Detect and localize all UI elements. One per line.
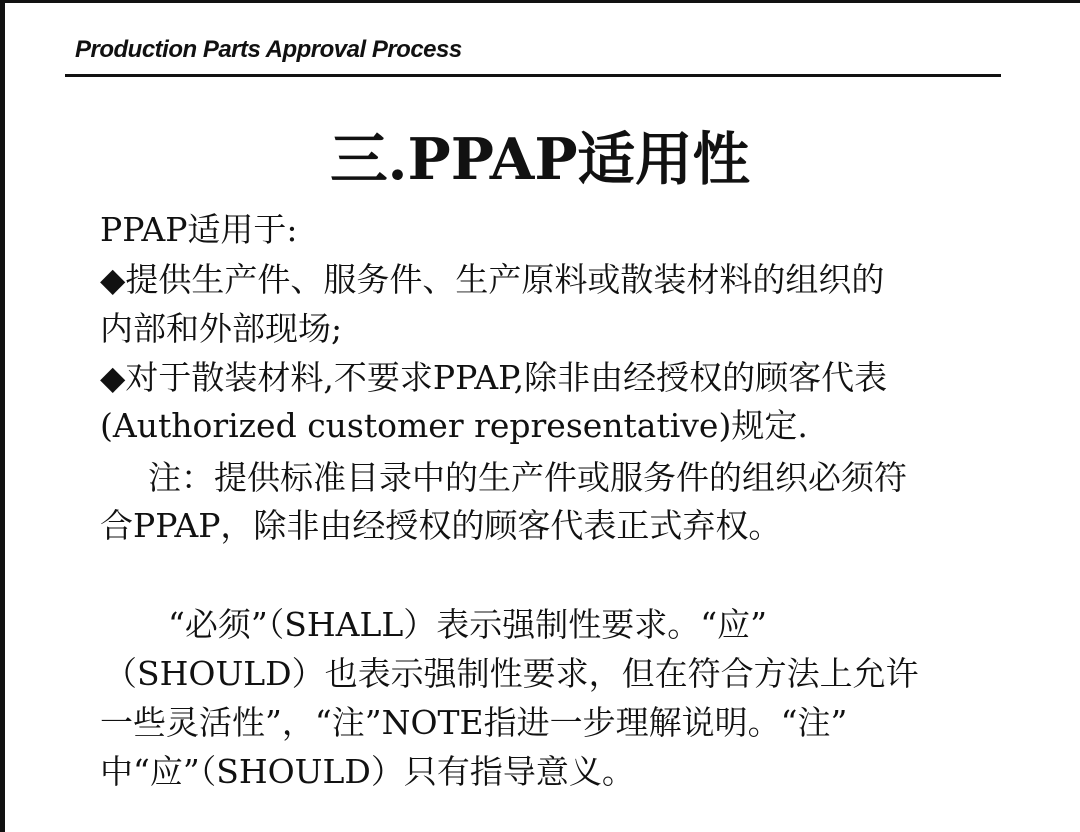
slide-title: 三.PPAP适用性 <box>330 125 750 193</box>
bullet-1-line-1: ◆提供生产件、服务件、生产原料或散装材料的组织的 <box>100 260 885 299</box>
header-divider <box>65 74 1001 77</box>
definition-line-4: 中“应”（SHOULD）只有指导意义。 <box>100 752 635 791</box>
bullet-2-line-2: (Authorized customer representative)规定. <box>100 406 808 445</box>
definition-line-2: （SHOULD）也表示强制性要求，但在符合方法上允许 <box>104 654 919 693</box>
bullet-1-line-2: 内部和外部现场; <box>100 309 343 348</box>
applicability-intro: PPAP适用于: <box>100 210 298 249</box>
frame-border-top <box>0 0 1080 3</box>
header-title: Production Parts Approval Process <box>75 36 462 63</box>
definition-line-1: “必须”（SHALL）表示强制性要求。“应” <box>168 605 768 644</box>
note-line-1: 注：提供标准目录中的生产件或服务件的组织必须符 <box>148 458 907 497</box>
definition-line-3: 一些灵活性”，“注”NOTE指进一步理解说明。“注” <box>100 703 848 742</box>
note-line-2: 合PPAP，除非由经授权的顾客代表正式弃权。 <box>100 506 782 545</box>
bullet-2-line-1: ◆对于散装材料,不要求PPAP,除非由经授权的顾客代表 <box>100 358 888 397</box>
